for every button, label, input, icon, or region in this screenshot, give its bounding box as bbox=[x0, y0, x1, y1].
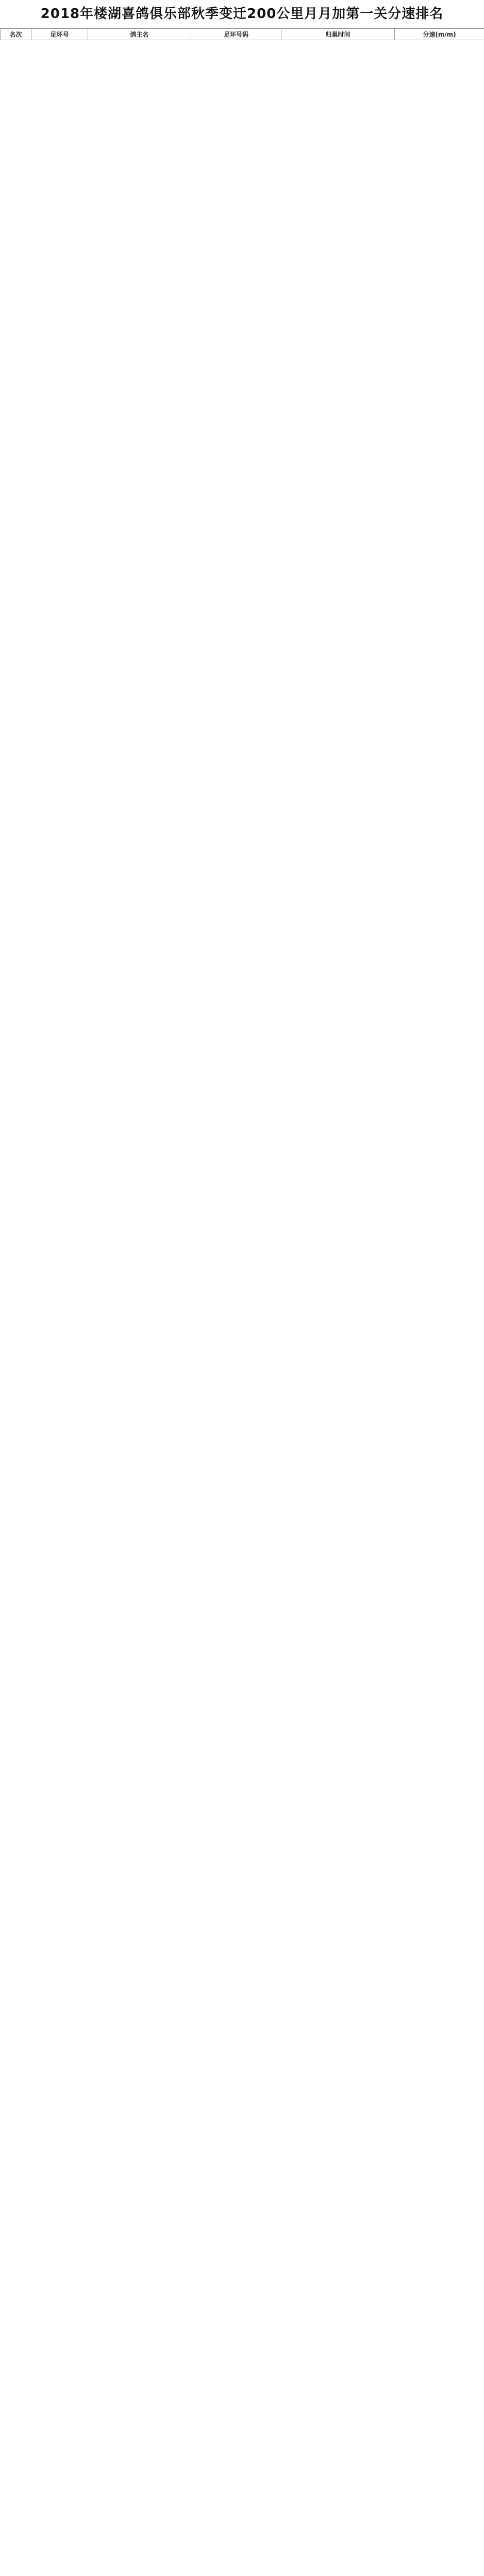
column-header-ring-number: 足环号码 bbox=[191, 29, 281, 40]
column-header-ring-short: 足环号 bbox=[31, 29, 88, 40]
ranking-sheet bbox=[0, 0, 484, 40]
table-header-row bbox=[1, 29, 484, 40]
column-header-owner: 鸽主名 bbox=[88, 29, 191, 40]
ranking-table bbox=[0, 28, 484, 40]
column-header-rank: 名次 bbox=[1, 29, 31, 40]
page-title: 2018年楼湖喜鸽俱乐部秋季变迁200公里月月加第一关分速排名 bbox=[0, 0, 484, 28]
column-header-speed: 分速(m/m) bbox=[395, 29, 484, 40]
column-header-arrival-time: 归巢时间 bbox=[281, 29, 395, 40]
